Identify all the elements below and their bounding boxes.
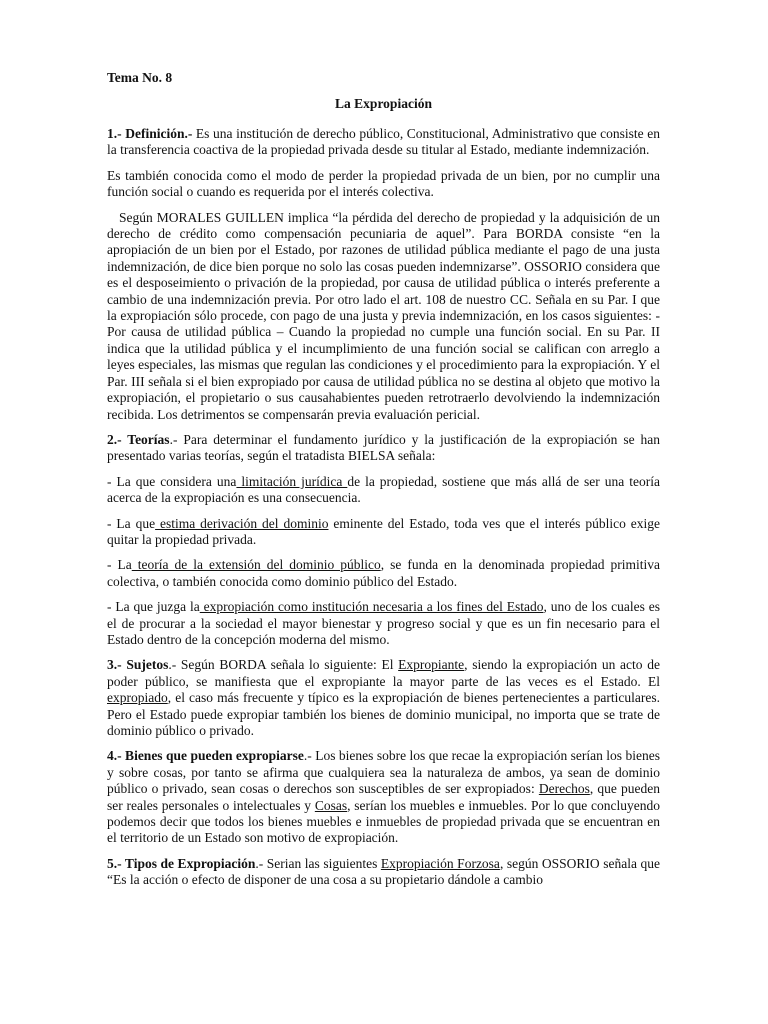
section-text: , siendo la expropiación un acto de poder público, se manifiesta que el expropiante la mayor parte de las veces es el Estado. El [107,657,660,689]
section-heading: 1.- Definición.- [107,126,193,141]
section-teorias [107,432,660,465]
section-tipos [107,856,660,889]
topic-number: Tema No. 8 [107,70,173,85]
term-underlined: Cosas [314,797,348,813]
theory-item-1 [107,474,660,507]
section-heading: 3.- Sujetos [107,657,169,673]
section-sujetos [107,657,660,739]
term-underlined: Expropiante [398,657,465,673]
theory-text: - La que [107,515,156,531]
term-underlined: expropiado [107,690,168,706]
term-underlined: Expropiación Forzosa [380,855,500,871]
theory-underlined: limitación jurídica [236,473,348,489]
section-text: , el caso más frecuente y típico es la expropiación de bienes pertenecientes a particulares. Pero el Estado puede expropiar también los bienes de dominio municipal, no importa que se trate de dominio público o privado. [107,690,660,738]
theory-text: eminente del Estado, toda ves que el interés público exige quitar la propiedad privada. [107,515,660,547]
section-text: , serían los muebles e inmuebles. Por lo que concluyendo podemos decir que todos los bienes muebles e inmuebles de propiedad privada que se encuentran en el territorio de un Estado son motivo de expropiación. [107,797,661,846]
section-text: , que pueden ser reales personales o intelectuales y [107,781,660,813]
paragraph-authors: Según MORALES GUILLEN implica “la pérdida del derecho de propiedad y la adquisición de un derecho de crédito como compensación pecuniaria de aquel”. Para BORDA consiste “en la apropiación de un bien por el Estado, por razones de utilidad pública mediante el pago de una justa indemnización, de dice bien porque no solo las cosas pueden indemnizarse”. OSSORIO considera que es el desposeimiento o privación de la propiedad, por causa de utilidad pública o interés preferente a cambio de una indemnización previa. Por otro lado el art. 108 de nuestro CC. Señala en su Par. I que la expropiación sólo procede, con pago de una justa y previa indemnización, en los casos siguientes: - Por causa de utilidad pública – Cuando la propiedad no cumple una función social. En su Par. II indica que la utilidad pública y el incumplimiento de una función social se califican con arreglo a leyes especiales, las mismas que regulan las condiciones y el procedimiento para la expropiación. Y el Par. III señala si el bien expropiado por causa de utilidad pública no se destina al objeto que motivo la expropiación, el propietario o sus causahabientes pueden retrotraerlo devolviendo la indemnización recibida. Los detrimentos se compensarán previa evaluación pericial. [107,209,660,422]
section-definicion [107,126,660,159]
section-text: Es una institución de derecho público, Constitucional, Administrativo que consiste en la transferencia coactiva de la propiedad privada desde su titular al Estado, mediante indemnización. [107,126,660,158]
theory-item-2 [107,516,660,549]
section-text: .- Según BORDA señala lo siguiente: El [168,657,399,673]
theory-text: , se funda en la denominada propiedad primitiva colectiva, o también conocida como dominio público del Estado. [107,557,661,589]
theory-item-4 [107,599,660,648]
theory-text: de la propiedad, sostiene que más allá de ser una teoría acerca de la expropiación es una consecuencia. [107,473,660,506]
section-bienes [107,748,660,846]
section-text: .- Para determinar el fundamento jurídico y la justificación de la expropiación se han presentado varias teorías, según el tratadista BIELSA señala: [107,431,660,464]
section-heading: 4.- Bienes que pueden expropiarse [107,748,304,764]
theory-text: , uno de los cuales es el de procurar a la sociedad el mayor bienestar y progreso social y que es un fin necesario para el Estado dentro de la concepción moderna del mismo. [107,599,660,647]
theory-text: - La [107,557,132,573]
section-heading: 2.- Teorías [107,431,170,447]
section-text: .- Los bienes sobre los que recae la expropiación serían los bienes y sobre cosas, por tanto se afirma que cualquiera sea la naturaleza de ambos, ya sean de dominio público o privado, sean cosas o derechos son susceptibles de ser expropiados: [107,748,660,797]
term-underlined: Derechos [538,781,590,797]
theory-text: - La que considera una [107,473,237,489]
section-text: , según OSSORIO señala que “Es la acción o efecto de disponer de una cosa a su propietario dándole a cambio [107,855,661,888]
theory-underlined: estima derivación del dominio [155,515,329,531]
theory-underlined: teoría de la extensión del dominio público [131,557,381,573]
paragraph-alt-definition: Es también conocida como el modo de perder la propiedad privada de un bien, por no cumplir una función social o cuando es requerida por el interés colectiva. [107,167,660,200]
theory-item-3 [107,557,660,590]
section-text: .- Serian las siguientes [255,855,381,871]
document-title: La Expropiación [335,96,432,111]
theory-underlined: expropiación como institución necesaria a los fines del Estado [199,599,544,615]
section-heading: 5.- Tipos de Expropiación [107,855,256,871]
theory-text: - La que juzga la [107,599,200,615]
